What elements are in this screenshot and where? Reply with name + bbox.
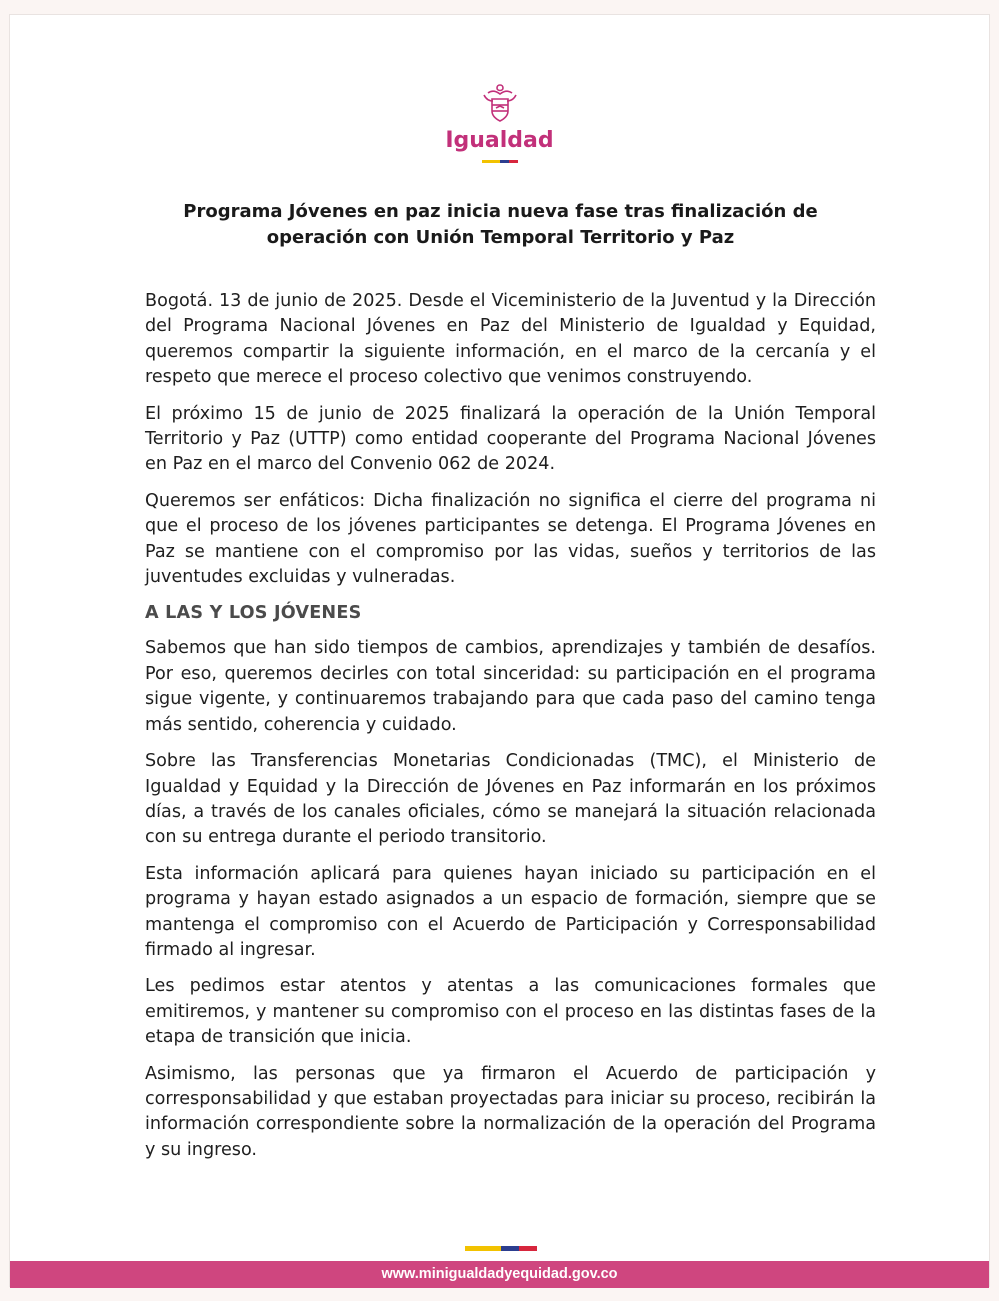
logo-wordmark: Igualdad bbox=[445, 128, 554, 153]
document-title bbox=[130, 199, 871, 251]
section-heading: A LAS Y LOS JÓVENES bbox=[145, 603, 362, 624]
paragraph: Queremos ser enfáticos: Dicha finalización no significa el cierre del programa ni que el proceso de los jóvenes participantes se detenga. El Programa Jóvenes en Paz se mantiene con el compromiso por las vidas, sueños y territorios de las juventudes excluidas y vulneradas. bbox=[145, 490, 876, 588]
title-line-2: operación con Unión Temporal Territorio y Paz bbox=[266, 227, 735, 248]
flag-stripe bbox=[10, 160, 989, 163]
document-page bbox=[9, 14, 990, 1287]
paragraph: Asimismo, las personas que ya firmaron el Acuerdo de participación y corresponsabilidad y que estaban proyectadas para iniciar su proceso, recibirán la información correspondiente sobre la normalización de la operación del Programa y su ingreso. bbox=[145, 1063, 876, 1160]
paragraph: El próximo 15 de junio de 2025 finalizará la operación de la Unión Temporal Territorio y Paz (UTTP) como entidad cooperante del Programa Nacional Jóvenes en Paz en el marco del Convenio 062 de 2024. bbox=[145, 403, 876, 475]
paragraph: Les pedimos estar atentos y atentas a las comunicaciones formales que emitiremos, y mantener su compromiso con el proceso en las distintas fases de la etapa de transición que inicia. bbox=[145, 976, 876, 1048]
footer-bar bbox=[10, 1261, 989, 1288]
paragraph: Esta información aplicará para quienes hayan iniciado su participación en el programa y hayan estado asignados a un espacio de formación, siempre que se mantenga el compromiso con el Acuerdo de Participación y Corresponsabilidad firmado al ingresar. bbox=[145, 863, 876, 960]
title-line-1: Programa Jóvenes en paz inicia nueva fase tras finalización de bbox=[183, 201, 818, 222]
document-body bbox=[145, 289, 876, 1174]
paragraph: Bogotá. 13 de junio de 2025. Desde el Viceministerio de la Juventud y la Dirección del Programa Nacional Jóvenes en Paz del Ministerio de Igualdad y Equidad, queremos compartir la siguiente información, en el marco de la cercanía y el respeto que merece el proceso colectivo que venimos construyendo. bbox=[145, 291, 876, 388]
paragraph: Sobre las Transferencias Monetarias Condicionadas (TMC), el Ministerio de Igualdad y Equidad y la Dirección de Jóvenes en Paz informarán en los próximos días, a través de los canales oficiales, cómo se manejará la situación relacionada con su entrega durante el periodo transitorio. bbox=[145, 751, 876, 848]
ministry-logo bbox=[10, 81, 989, 163]
footer-flag-stripe bbox=[465, 1246, 537, 1251]
coat-of-arms-icon bbox=[480, 81, 520, 125]
footer-website-link[interactable]: www.minigualdadyequidad.gov.co bbox=[381, 1266, 618, 1282]
paragraph: Sabemos que han sido tiempos de cambios, aprendizajes y también de desafíos. Por eso, queremos decirles con total sinceridad: su participación en el programa sigue vigente, y continuaremos trabajando para que cada paso del camino tenga más sentido, coherencia y cuidado. bbox=[145, 638, 876, 735]
